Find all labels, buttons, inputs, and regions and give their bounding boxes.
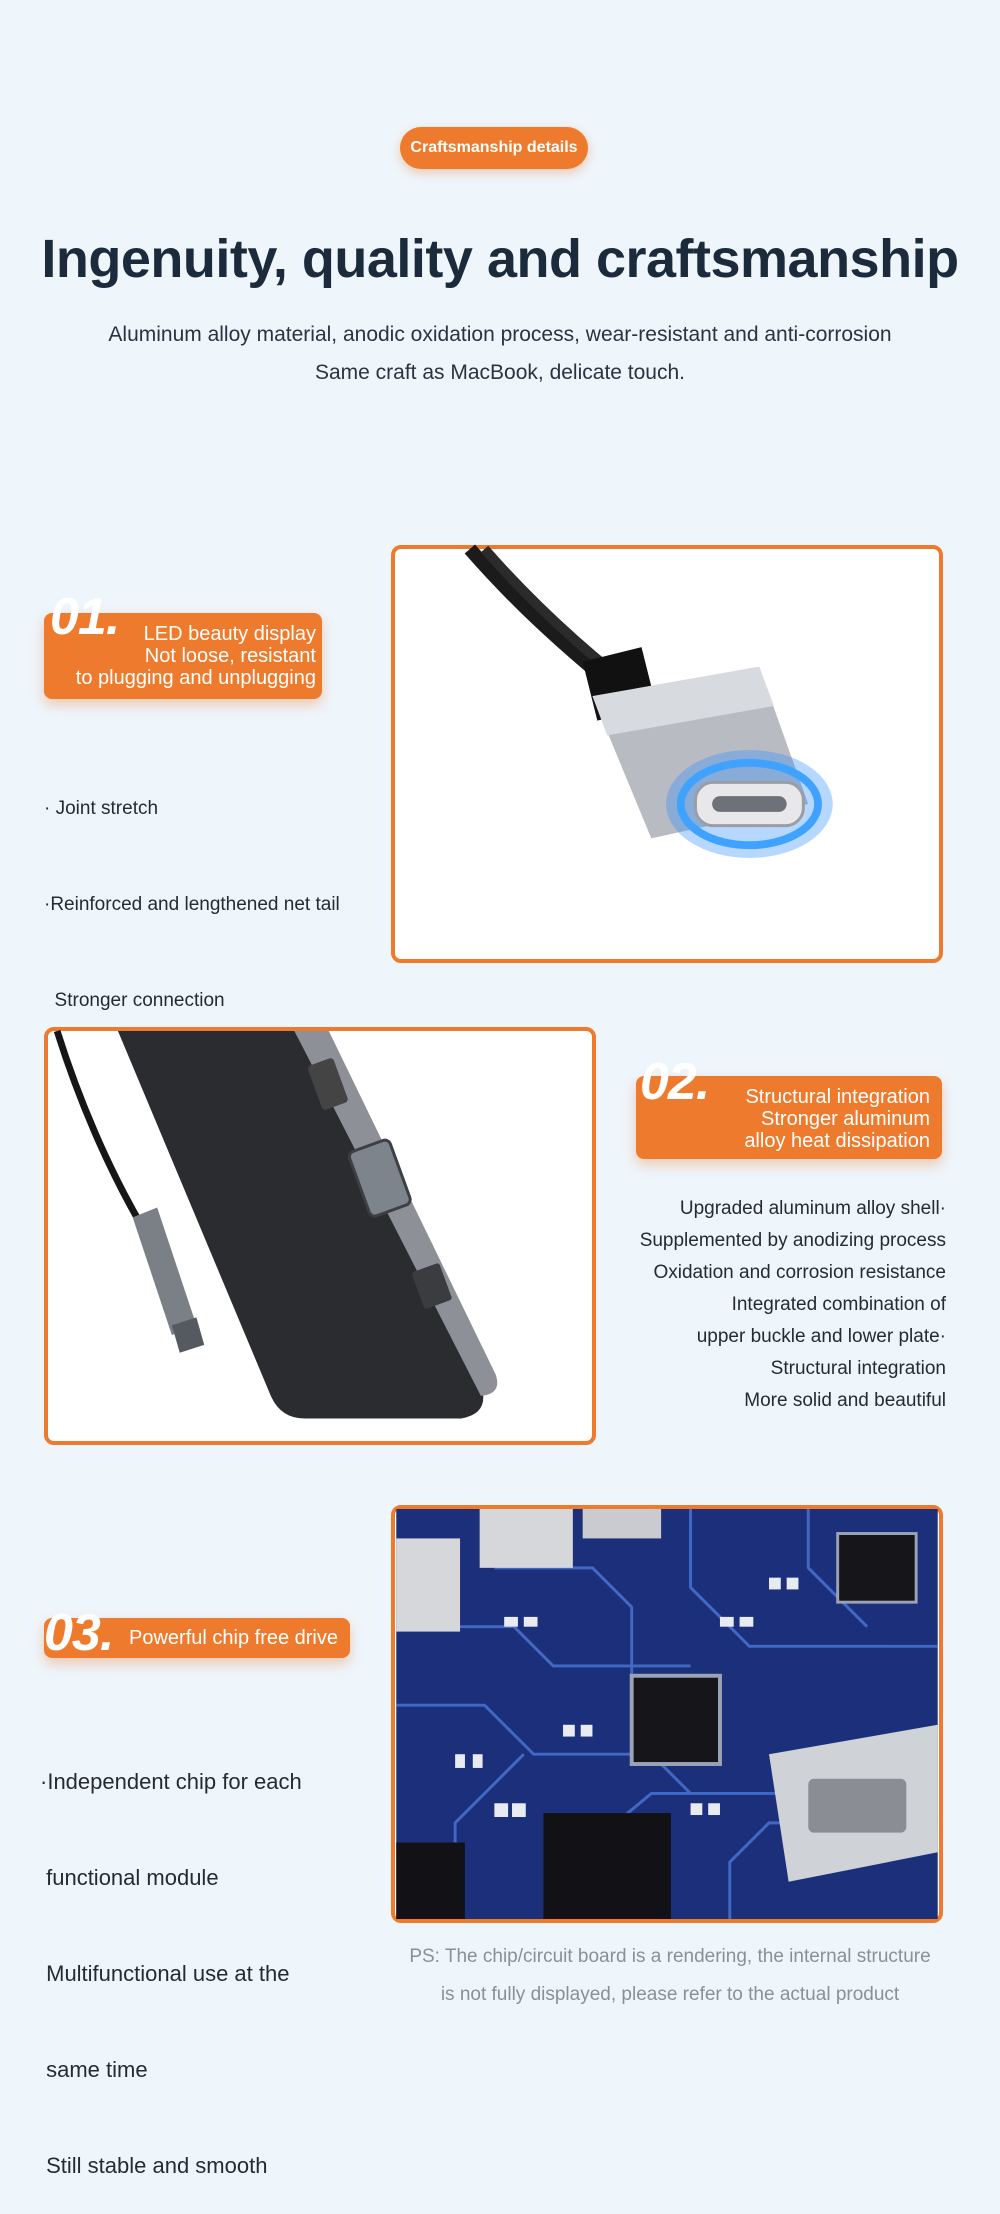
subtitle-line: Aluminum alloy material, anodic oxidation process, wear-resistant and anti-corrosion [108,323,892,346]
footnote-line: PS: The chip/circuit board is a rendering, the internal structure [409,1946,931,1967]
bullet: upper buckle and lower plate· [696,1326,946,1347]
tag-line: Powerful chip free drive [129,1627,338,1649]
feature-01-tag [44,588,322,699]
bullet: Stronger connection [44,990,225,1011]
feature-tag-text [56,623,316,689]
tag-line: LED beauty display [143,623,316,645]
footnote-line: is not fully displayed, please refer to the actual product [440,1984,900,2005]
tag-line: Stronger aluminum [761,1108,930,1130]
tag-line: Not loose, resistant [144,645,316,667]
feature-02-bullets [590,1193,946,1417]
bullet: functional module [40,1865,219,1890]
feature-number: 03. [44,1604,114,1662]
bullet: Still stable and smooth [40,2153,268,2178]
bullet: Oxidation and corrosion resistance [653,1262,946,1283]
bullet: · Joint stretch [44,798,159,819]
aluminum-hub-image [44,1027,596,1445]
bullet: Supplemented by anodizing process [639,1230,946,1251]
tag-line: Structural integration [745,1086,930,1108]
bullet: same time [40,2057,148,2082]
circuit-board-image [391,1505,943,1923]
page-subtitle [0,316,1000,392]
tag-line: to plugging and unplugging [75,667,316,689]
feature-tag-text [98,1627,338,1649]
bullet: Structural integration [770,1358,946,1379]
feature-02-tag [636,1053,942,1159]
feature-number: 02. [640,1053,710,1111]
bullet: Integrated combination of [731,1294,946,1315]
feature-03-tag [44,1604,350,1662]
usb-c-cable-led-image [391,545,943,963]
bullet: ·Independent chip for each [40,1769,302,1794]
feature-number: 01. [50,588,120,646]
bullet: Upgraded aluminum alloy shell· [679,1198,946,1219]
bullet: More solid and beautiful [744,1390,946,1411]
bullet: ·Reinforced and lengthened net tail [44,894,340,915]
page-title: Ingenuity, quality and craftsmanship [41,229,959,289]
subtitle-line: Same craft as MacBook, delicate touch. [314,361,685,384]
section-badge: Craftsmanship details [400,127,588,169]
tag-line: alloy heat dissipation [744,1130,930,1152]
feature-tag-text [670,1086,930,1152]
bullet: Multifunctional use at the [40,1961,290,1986]
feature-03-bullets [40,1702,380,2214]
footnote [380,1938,960,2014]
